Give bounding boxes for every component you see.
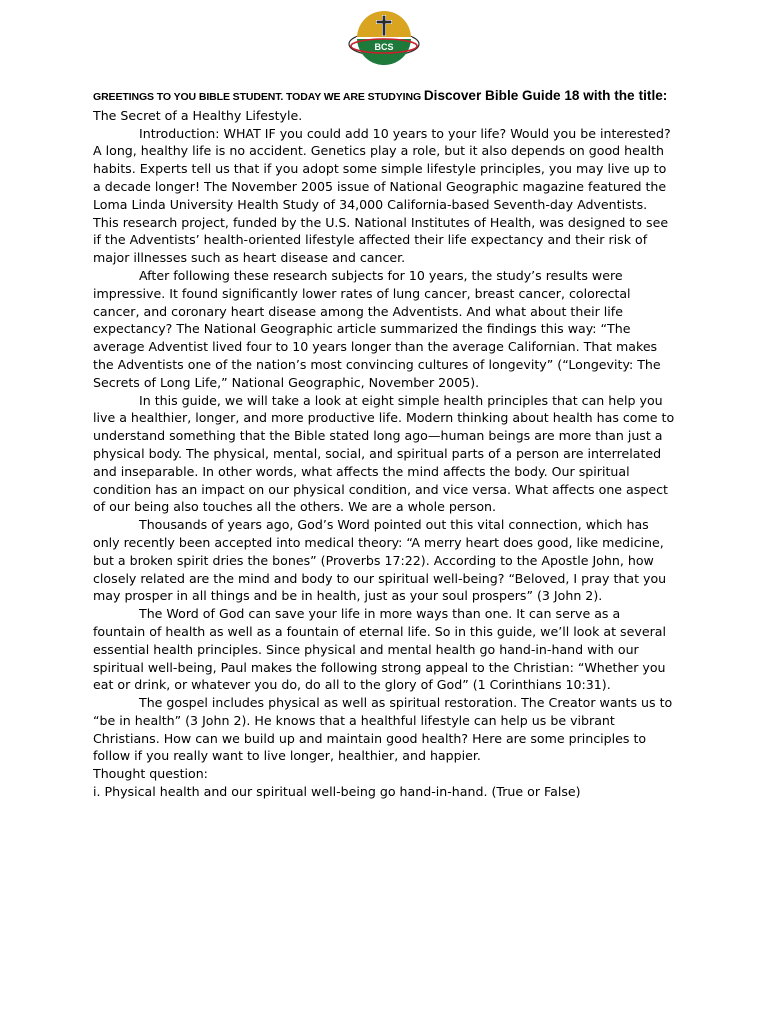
thought-question: i. Physical health and our spiritual well-being go hand-in-hand. (True or False)	[93, 784, 581, 800]
heading-intro: GREETINGS TO YOU BIBLE STUDENT. TODAY WE ARE STUDYING	[93, 91, 424, 103]
paragraph-gods-word: Thousands of years ago, God’s Word pointed out this vital connection, which has only recently been accepted into medical theory: “A merry heart does good, like medicine, but a broken spirit dries the bones” (Proverbs 17:22). According to the Apostle John, how closely related are the mind and body to our spiritual well-being? “Beloved, I pray that you may prosper in all things and be in health, just as your soul prospers” (3 John 2).	[93, 517, 667, 604]
heading-guide: Discover Bible Guide 18 with the	[423, 88, 635, 103]
paragraph-introduction: Introduction: WHAT IF you could add 10 years to your life? Would you be interested? A long, healthy life is no accident. Genetics play a role, but it also depends on good health habits. Experts tell us that if you adopt some simple lifestyle principles, you may live up to a decade longer! The November 2005 issue of National Geographic magazine featured the Loma Linda University Health Study of 34,000 California-based Seventh-day Adventists. This research project, funded by the U.S. National Institutes of Health, was designed to see if the Adventists’ health-oriented lifestyle affected their life expectancy and their risk of major illnesses such as heart disease and cancer.	[93, 125, 671, 266]
document-body	[93, 87, 675, 801]
thought-question-label: Thought question:	[93, 766, 208, 782]
title-value: The Secret of a Healthy Lifestyle.	[93, 107, 303, 123]
paragraph-gospel: The gospel includes physical as well as spiritual restoration. The Creator wants us to “be in health” (3 John 2). He knows that a healthful lifestyle can help us be vibrant Christians. How can we build up and maintain good health? Here are some principles to follow if you really want to live longer, healthier, and happier.	[93, 695, 673, 764]
paragraph-study-results: After following these research subjects for 10 years, the study’s results were impressive. It found significantly lower rates of lung cancer, breast cancer, colorectal cancer, and coronary heart disease among the Adventists. And what about their life expectancy? The National Geographic article summarized the findings this way: “The average Adventist lived four to 10 years longer than the average Californian. That makes the Adventists one of the nation’s most convincing cultures of longevity” (“Longevity: The Secrets of Long Life,” National Geographic, November 2005).	[93, 267, 661, 390]
paragraph-guide-overview: In this guide, we will take a look at eight simple health principles that can help you live a healthier, longer, and more productive life. Modern thinking about health has come to understand something that the Bible stated long ago—human beings are more than just a physical body. The physical, mental, social, and spiritual parts of a person are interrelated and inseparable. In other words, what affects the mind affects the body. Our spiritual condition has an impact on our physical condition, and vice versa. What affects one aspect of our being also touches all the others. We are a whole person.	[93, 392, 675, 515]
title-label: title:	[638, 88, 668, 103]
paragraph-word-of-god: The Word of God can save your life in more ways than one. It can serve as a fountain of health as well as a fountain of eternal life. So in this guide, we’ll look at several essential health principles. Since physical and mental health go hand-in-hand with our spiritual well-being, Paul makes the following strong appeal to the Christian: “Whether you eat or drink, or whatever you do, do all to the glory of God” (1 Corinthians 10:31).	[93, 606, 666, 693]
bcs-logo	[347, 8, 421, 72]
heading	[93, 87, 675, 125]
logo-text: BCS	[374, 42, 394, 52]
